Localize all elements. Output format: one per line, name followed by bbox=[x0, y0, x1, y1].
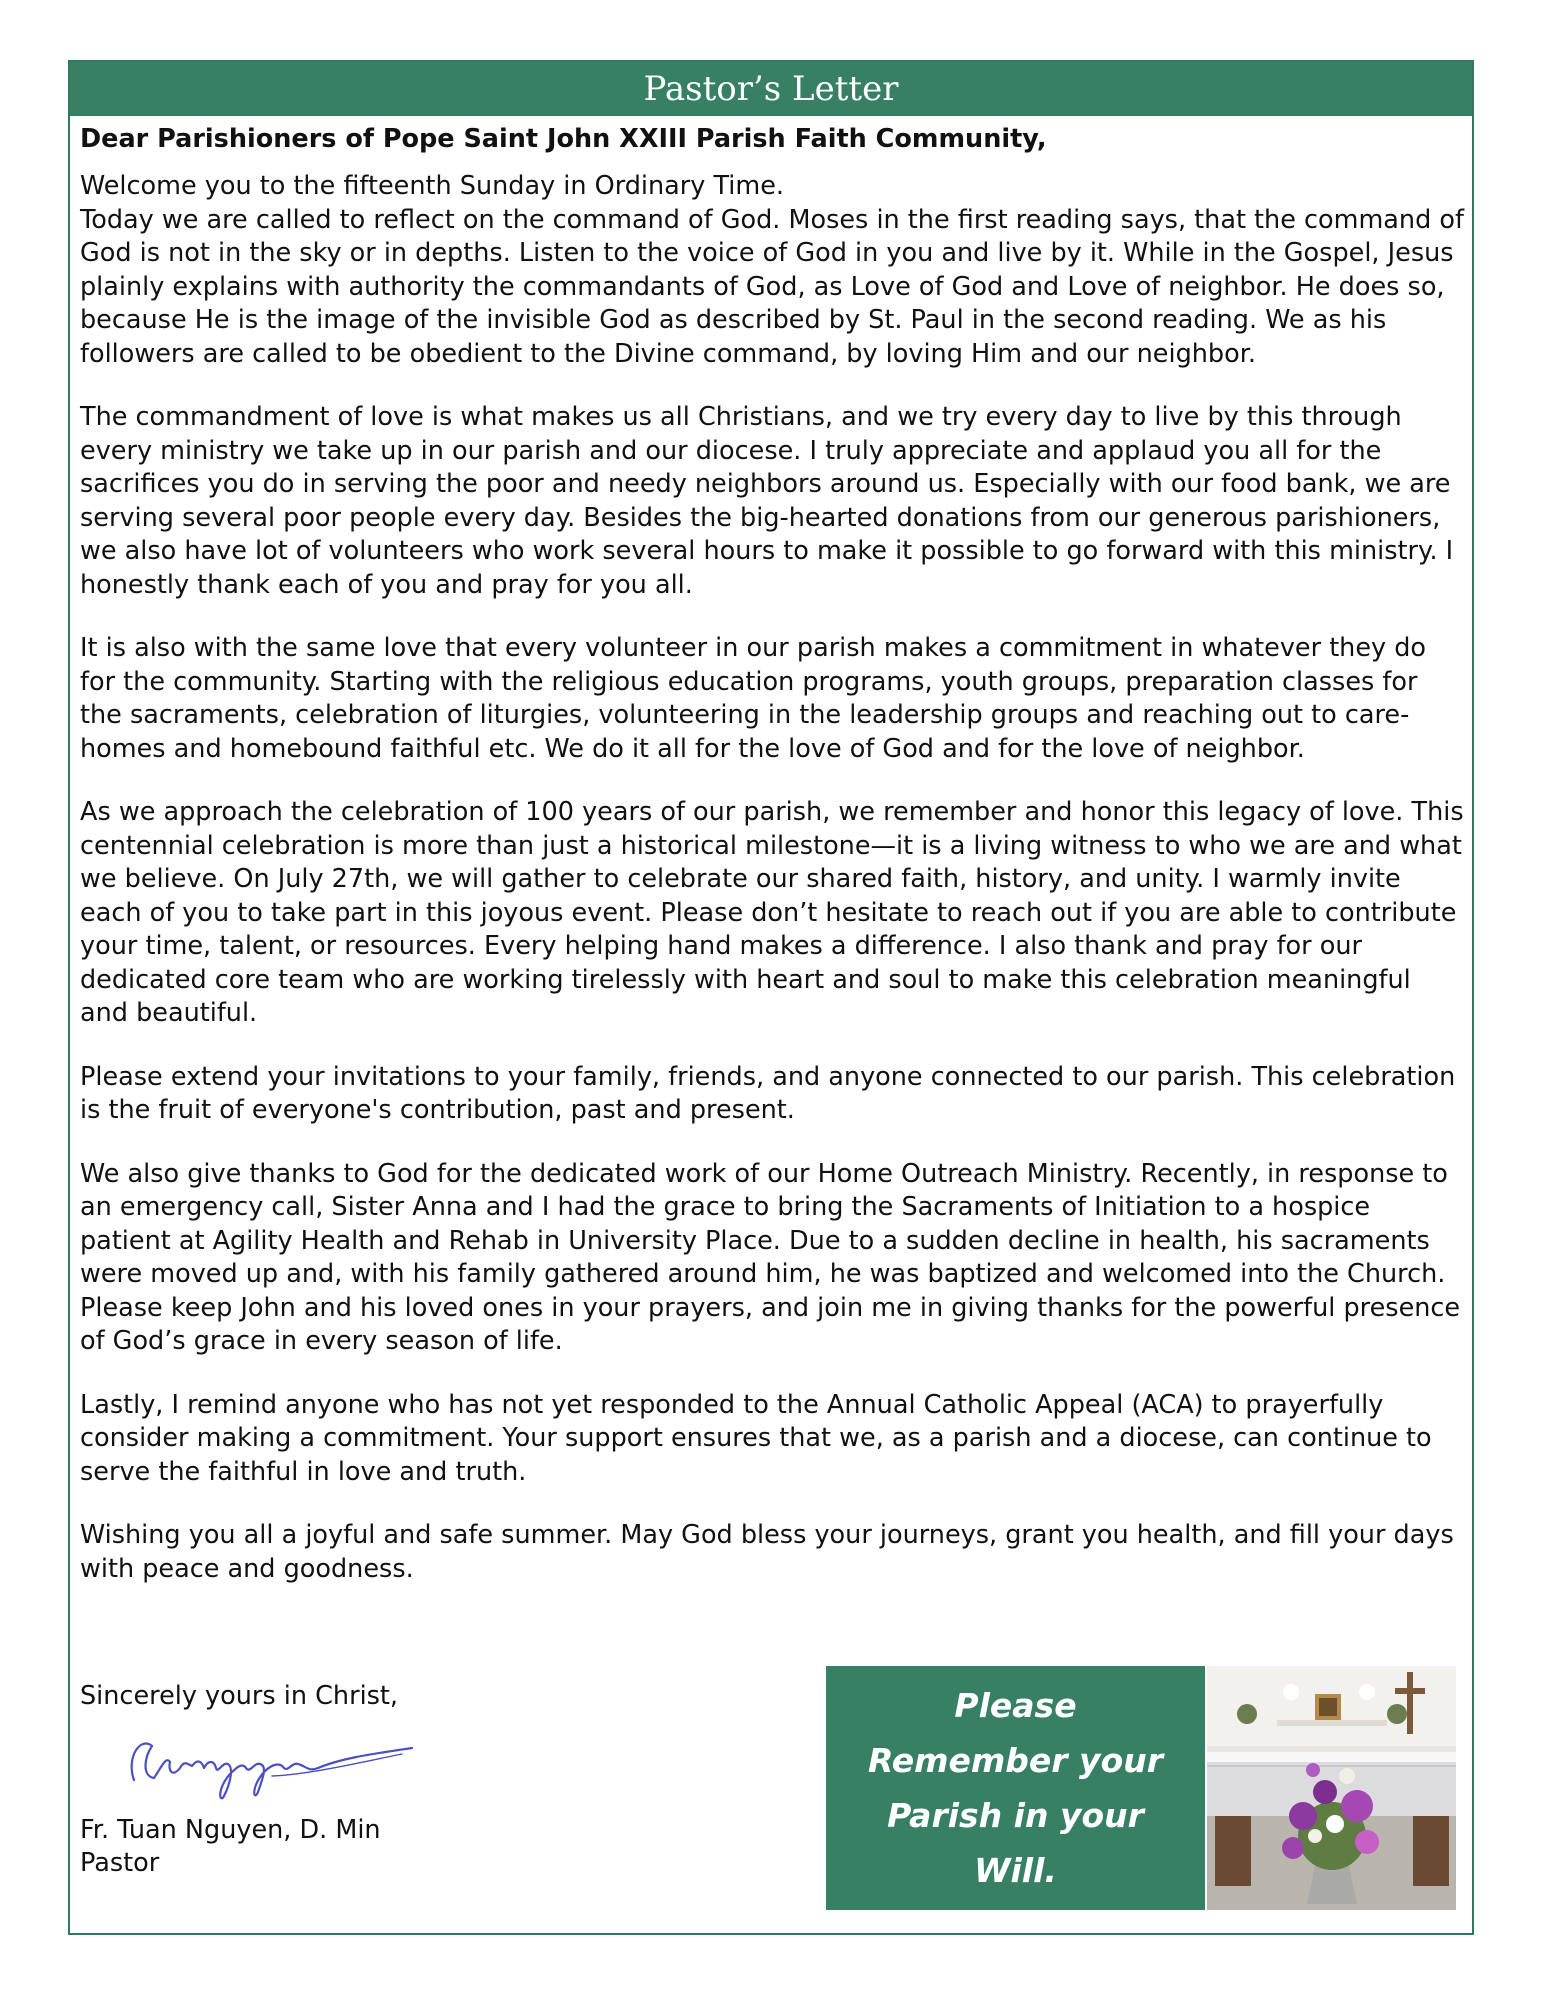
paragraph-7: Lastly, I remind anyone who has not yet responded to the Annual Catholic Appeal (ACA) to prayerfully consider making a commitment. Your support ensures that we, as a parish and a diocese, can continue to serve the faithful in love and truth. bbox=[80, 1389, 1432, 1487]
altar-flowers-photo bbox=[1207, 1666, 1456, 1910]
paragraph-2: The commandment of love is what makes us all Christians, and we try every day to live by this through every ministry we take up in our parish and our diocese. I truly appreciate and applaud you all for the sacrifices you do in serving the poor and needy neighbors around us. Especially with our food bank, we are serving several poor people every day. Besides the big-hearted donations from our generous parishioners, we also have lot of volunteers who work several hours to make it possible to go forward with this ministry. I honestly thank each of you and pray for you all. bbox=[80, 402, 1454, 600]
paragraph-6: We also give thanks to God for the dedicated work of our Home Outreach Ministry. Recently, in response to an emergency call, Sister Anna and I had the grace to bring the Sacraments of Initiation to a hospice patient at Agility Health and Rehab in University Place. Due to a sudden decline in health, his sacraments were moved up and, with his family gathered around him, he was baptized and welcomed into the Church. Please keep John and his loved ones in your prayers, and join me in giving thanks for the powerful presence of God’s grace in every season of life. bbox=[80, 1158, 1461, 1356]
signature-image bbox=[122, 1718, 422, 1808]
section-title: Pastor’s Letter bbox=[643, 69, 899, 109]
letter-closing: Sincerely yours in Christ, bbox=[80, 1681, 399, 1711]
paragraph-3: It is also with the same love that every volunteer in our parish makes a commitment in whatever they do for the community. Starting with the religious education programs, youth groups, preparation classes for the sacraments, celebration of liturgies, volunteering in the leadership groups and reaching out to care-homes and homebound faithful etc. We do it all for the love of God and for the love of neighbor. bbox=[80, 633, 1427, 764]
section-header bbox=[70, 62, 1472, 116]
paragraph-8: Wishing you all a joyful and safe summer. May God bless your journeys, grant you health, and fill your days with peace and goodness. bbox=[80, 1520, 1454, 1584]
paragraph-1: Welcome you to the fifteenth Sunday in Ordinary Time. Today we are called to reflect on the command of God. Moses in the first reading says, that the command of God is not in the sky or in depths. Listen to the voice of God in you and live by it. While in the Gospel, Jesus plainly explains with authority the commandants of God, as Love of God and Love of neighbor. He does so, because He is the image of the invisible God as described by St. Paul in the second reading. We as his followers are called to be obedient to the Divine command, by loving Him and our neighbor. bbox=[80, 171, 1464, 369]
letter-greeting: Dear Parishioners of Pope Saint John XXIII Parish Faith Community, bbox=[80, 124, 1047, 154]
signer-name: Fr. Tuan Nguyen, D. Min bbox=[80, 1815, 381, 1845]
will-reminder-text: Please Remember your Parish in your Will. bbox=[867, 1686, 1164, 1890]
signer-title: Pastor bbox=[80, 1848, 160, 1878]
paragraph-5: Please extend your invitations to your family, friends, and anyone connected to our parish. This celebration is the fruit of everyone's contribution, past and present. bbox=[80, 1061, 1456, 1125]
will-reminder-box bbox=[826, 1666, 1205, 1910]
letter-body bbox=[80, 122, 1465, 1616]
paragraph-4: As we approach the celebration of 100 years of our parish, we remember and honor this legacy of love. This centennial celebration is more than just a historical milestone—it is a living witness to who we are and what we believe. On July 27th, we will gather to celebrate our shared faith, history, and unity. I warmly invite each of you to take part in this joyous event. Please don’t hesitate to reach out if you are able to contribute your time, talent, or resources. Every helping hand makes a difference. I also thank and pray for our dedicated core team who are working tirelessly with heart and soul to make this celebration meaningful and beautiful. bbox=[80, 797, 1464, 1028]
